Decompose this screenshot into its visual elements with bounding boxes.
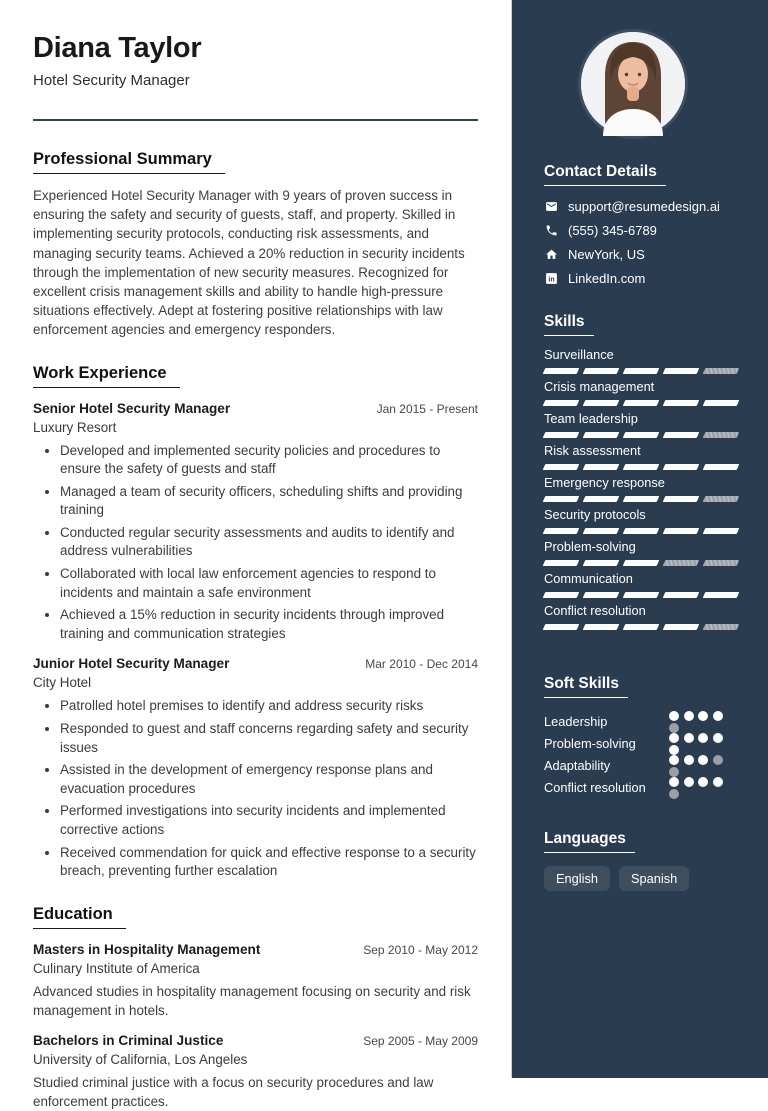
- soft-skill-item: [544, 733, 753, 755]
- education-entry-school: Culinary Institute of America: [33, 960, 200, 976]
- education-entry-dates: Sep 2005 - May 2009: [363, 1033, 478, 1048]
- education-entry: [33, 942, 478, 1020]
- contact-email-text: support@resumedesign.ai: [568, 199, 720, 214]
- education-heading: Education: [33, 905, 126, 929]
- soft-skills-heading: Soft Skills: [544, 675, 628, 698]
- job-entry-title: Senior Hotel Security Manager: [33, 400, 231, 416]
- job-entry: [33, 656, 478, 880]
- level-segment: [583, 560, 620, 566]
- job-entry-company: City Hotel: [33, 675, 92, 691]
- job-entry-title: Junior Hotel Security Manager: [33, 656, 230, 672]
- level-segment: [663, 592, 700, 598]
- contact-phone-row: [544, 223, 753, 238]
- soft-skill-level-dots: [669, 777, 729, 799]
- bullet-item: • Performed investigations into security incidents and implemented corrective actions: [60, 802, 478, 839]
- level-segment: [663, 528, 700, 534]
- job-entry-header: [33, 656, 478, 671]
- level-segment: [703, 560, 740, 566]
- header-divider: [33, 119, 478, 121]
- education-entry-school: University of California, Los Angeles: [33, 1051, 248, 1067]
- level-segment: [543, 368, 580, 374]
- soft-skill-item: [544, 755, 753, 777]
- level-dot: [669, 767, 679, 777]
- level-segment: [583, 464, 620, 470]
- skill-item: [544, 411, 753, 438]
- level-segment: [623, 464, 660, 470]
- level-dot: [684, 777, 694, 787]
- bullet-item: • Developed and implemented security policies and procedures to ensure the safety of guests and staff: [60, 442, 478, 479]
- level-dot: [713, 711, 723, 721]
- contact-linkedin-row: [544, 271, 753, 286]
- skill-label: Communication: [544, 571, 633, 586]
- contact-linkedin-text: LinkedIn.com: [568, 271, 646, 286]
- soft-skills-list: [544, 711, 753, 799]
- level-segment: [583, 592, 620, 598]
- level-segment: [663, 560, 700, 566]
- person-name: Diana Taylor: [33, 32, 202, 64]
- soft-skill-item: [544, 777, 753, 799]
- level-dot: [698, 777, 708, 787]
- level-segment: [543, 528, 580, 534]
- skill-item: [544, 475, 753, 502]
- level-segment: [583, 368, 620, 374]
- level-dot: [698, 733, 708, 743]
- level-dot: [669, 755, 679, 765]
- level-segment: [703, 432, 740, 438]
- level-segment: [583, 432, 620, 438]
- level-dot: [669, 733, 679, 743]
- skill-level-bar: [544, 464, 753, 470]
- skill-level-bar: [544, 528, 753, 534]
- level-segment: [703, 464, 740, 470]
- level-segment: [703, 624, 740, 630]
- level-dot: [713, 777, 723, 787]
- skill-item: [544, 379, 753, 406]
- education-entry-header: [33, 1033, 478, 1048]
- language-chip: Spanish: [619, 866, 689, 891]
- education-entry-header: [33, 942, 478, 957]
- job-entry-dates: Mar 2010 - Dec 2014: [365, 657, 478, 672]
- education-entry-description: Advanced studies in hospitality management focusing on security and risk management in hotels.: [33, 983, 471, 1018]
- level-dot: [669, 777, 679, 787]
- email-icon: [544, 200, 558, 214]
- skill-level-bar: [544, 592, 753, 598]
- experience-section: [33, 364, 478, 881]
- language-chip: English: [544, 866, 610, 891]
- skill-item: [544, 443, 753, 470]
- education-list: [33, 942, 478, 1111]
- level-segment: [703, 592, 740, 598]
- profile-photo: [581, 32, 685, 136]
- phone-icon: [544, 224, 558, 238]
- level-dot: [669, 711, 679, 721]
- sidebar: [511, 0, 768, 1078]
- bullet-item: • Responded to guest and staff concerns regarding safety and security issues: [60, 720, 478, 757]
- level-dot: [713, 755, 723, 765]
- skill-label: Surveillance: [544, 347, 614, 362]
- level-segment: [583, 400, 620, 406]
- linkedin-icon: [544, 272, 558, 286]
- skills-section: [544, 313, 753, 630]
- experience-heading: Work Experience: [33, 364, 180, 388]
- home-icon: [544, 248, 558, 262]
- education-entry-dates: Sep 2010 - May 2012: [363, 942, 478, 957]
- contact-section: [544, 163, 753, 286]
- level-segment: [583, 624, 620, 630]
- contact-heading: Contact Details: [544, 163, 666, 186]
- level-segment: [543, 560, 580, 566]
- skill-level-bar: [544, 624, 753, 630]
- level-segment: [663, 496, 700, 502]
- skill-label: Security protocols: [544, 507, 646, 522]
- summary-text: Experienced Hotel Security Manager with 9 years of proven success in ensuring the safety and security of guests, staff, and property. Skilled in implementing security protocols, conducting risk assessments, and managing security teams. Achieved a 20% reduction in security incidents through the implementation of new security measures. Recognized for excellent crisis management skills and ability to handle high-pressure situations effectively. Adept at fostering positive relationships with law enforcement agencies and emergency responders.: [33, 187, 465, 338]
- level-dot: [713, 733, 723, 743]
- level-segment: [623, 496, 660, 502]
- level-segment: [543, 496, 580, 502]
- level-dot: [684, 755, 694, 765]
- skills-list: [544, 347, 753, 630]
- soft-skills-section: [544, 675, 753, 799]
- level-segment: [663, 624, 700, 630]
- skill-level-bar: [544, 400, 753, 406]
- level-segment: [543, 624, 580, 630]
- level-dot: [698, 755, 708, 765]
- bullet-item: • Patrolled hotel premises to identify and address security risks: [60, 697, 478, 716]
- skill-item: [544, 571, 753, 598]
- summary-heading: Professional Summary: [33, 150, 225, 174]
- level-segment: [703, 368, 740, 374]
- job-entry-header: [33, 401, 478, 416]
- skill-item: [544, 507, 753, 534]
- languages-heading: Languages: [544, 830, 635, 853]
- level-segment: [623, 528, 660, 534]
- level-segment: [703, 496, 740, 502]
- level-segment: [703, 400, 740, 406]
- level-segment: [583, 496, 620, 502]
- contact-phone-text: (555) 345-6789: [568, 223, 657, 238]
- bullet-item: • Received commendation for quick and effective response to a security breach, preventing further escalation: [60, 844, 478, 881]
- header: [33, 33, 478, 89]
- level-segment: [623, 592, 660, 598]
- skill-level-bar: [544, 432, 753, 438]
- job-bullet-list: [33, 442, 478, 644]
- education-entry-degree: Masters in Hospitality Management: [33, 941, 261, 957]
- person-job-title: Hotel Security Manager: [33, 71, 190, 89]
- level-segment: [663, 368, 700, 374]
- bullet-item: • Managed a team of security officers, scheduling shifts and providing training: [60, 483, 478, 520]
- skill-label: Crisis management: [544, 379, 655, 394]
- soft-skill-label: Problem-solving: [544, 736, 636, 751]
- skill-item: [544, 539, 753, 566]
- skill-item: [544, 347, 753, 374]
- contact-location-text: NewYork, US: [568, 247, 645, 262]
- job-entry: [33, 401, 478, 644]
- level-dot: [669, 789, 679, 799]
- soft-skill-item: [544, 711, 753, 733]
- contact-list: [544, 199, 753, 286]
- skill-level-bar: [544, 368, 753, 374]
- level-dot: [698, 711, 708, 721]
- bullet-item: • Collaborated with local law enforcement agencies to respond to incidents and maintain a safe environment: [60, 565, 478, 602]
- education-entry-degree: Bachelors in Criminal Justice: [33, 1032, 224, 1048]
- soft-skill-label: Leadership: [544, 714, 608, 729]
- level-segment: [543, 432, 580, 438]
- level-dot: [669, 723, 679, 733]
- svg-text:in: in: [547, 276, 555, 284]
- level-segment: [663, 432, 700, 438]
- level-segment: [623, 368, 660, 374]
- job-entry-dates: Jan 2015 - Present: [376, 401, 478, 416]
- soft-skill-label: Adaptability: [544, 758, 611, 773]
- languages-section: [544, 830, 753, 891]
- avatar-illustration: [581, 32, 685, 136]
- bullet-item: • Conducted regular security assessments and audits to identify and address vulnerabilities: [60, 524, 478, 561]
- soft-skill-level-dots: [669, 733, 729, 755]
- job-entry-company: Luxury Resort: [33, 419, 117, 435]
- skill-label: Risk assessment: [544, 443, 641, 458]
- skill-label: Emergency response: [544, 475, 665, 490]
- skills-heading: Skills: [544, 313, 594, 336]
- level-dot: [669, 745, 679, 755]
- level-segment: [623, 400, 660, 406]
- level-segment: [623, 624, 660, 630]
- skill-item: [544, 603, 753, 630]
- skill-label: Problem-solving: [544, 539, 636, 554]
- job-bullet-list: [33, 697, 478, 880]
- skill-level-bar: [544, 496, 753, 502]
- bullet-item: • Achieved a 15% reduction in security incidents through improved training and communication strategies: [60, 606, 478, 643]
- contact-location-row: [544, 247, 753, 262]
- level-segment: [663, 464, 700, 470]
- language-chip-list: [544, 866, 753, 891]
- level-segment: [543, 400, 580, 406]
- bullet-item: • Assisted in the development of emergency response plans and evacuation procedures: [60, 761, 478, 798]
- soft-skill-level-dots: [669, 711, 729, 733]
- skill-level-bar: [544, 560, 753, 566]
- level-segment: [623, 432, 660, 438]
- education-section: [33, 905, 478, 1111]
- level-dot: [684, 711, 694, 721]
- level-segment: [703, 528, 740, 534]
- soft-skill-label: Conflict resolution: [544, 780, 646, 795]
- education-entry: [33, 1033, 478, 1111]
- level-segment: [663, 400, 700, 406]
- level-segment: [623, 560, 660, 566]
- skill-label: Team leadership: [544, 411, 638, 426]
- level-segment: [543, 464, 580, 470]
- level-dot: [684, 733, 694, 743]
- job-list: [33, 401, 478, 881]
- level-segment: [543, 592, 580, 598]
- soft-skill-level-dots: [669, 755, 729, 777]
- level-segment: [583, 528, 620, 534]
- skill-label: Conflict resolution: [544, 603, 646, 618]
- education-entry-description: Studied criminal justice with a focus on security procedures and law enforcement practices.: [33, 1074, 434, 1109]
- contact-email-row: [544, 199, 753, 214]
- summary-section: [33, 150, 478, 340]
